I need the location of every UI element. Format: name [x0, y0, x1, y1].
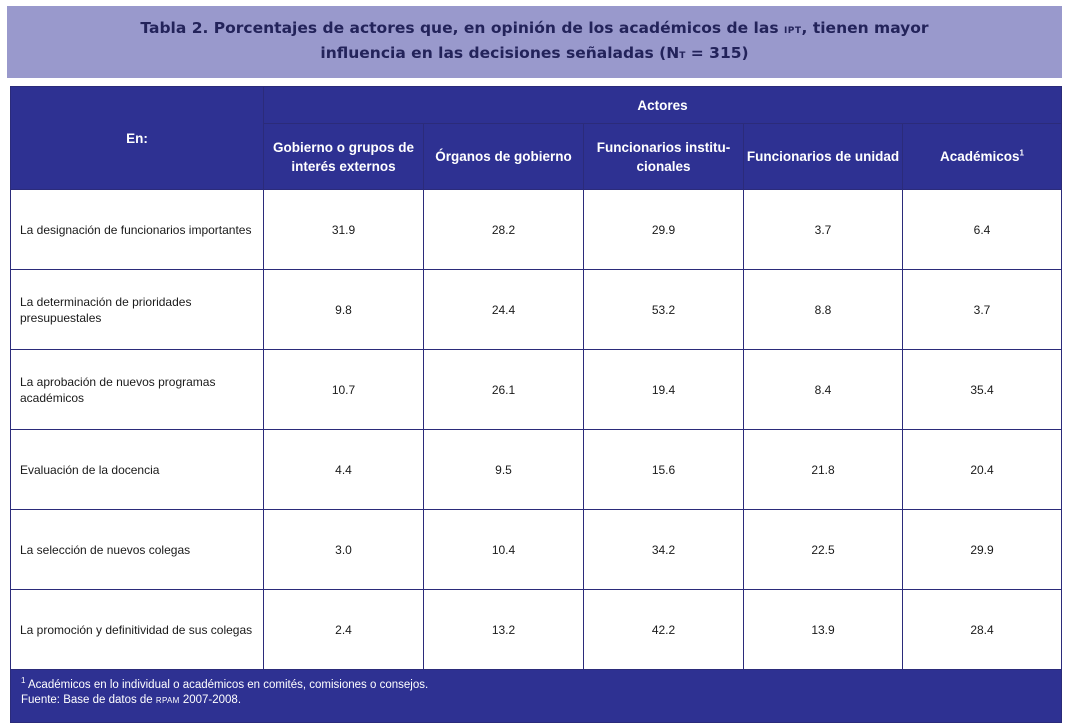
table-cell: 3.7 [903, 270, 1062, 350]
table-cell: 6.4 [903, 190, 1062, 270]
table-row [11, 510, 1062, 590]
row-label: La promoción y definitividad de sus colegas [11, 590, 264, 670]
title-text-d: = 315) [685, 44, 749, 62]
table-cell: 3.7 [744, 190, 903, 270]
table-cell: 28.2 [424, 190, 584, 270]
footnote-line-1 [21, 678, 1051, 693]
actores-header: Actores [264, 87, 1062, 124]
source-text-b: 2007-2008. [179, 694, 242, 706]
source-abbrev: RPAM [155, 696, 180, 705]
table-cell: 22.5 [744, 510, 903, 590]
column-header-label: Académicos [940, 149, 1020, 164]
title-text-a: Tabla 2. Porcentajes de actores que, en opinión de los académicos de las [140, 19, 784, 37]
column-header: Funcionarios de unidad [744, 124, 903, 190]
table-cell: 29.9 [903, 510, 1062, 590]
table-cell: 28.4 [903, 590, 1062, 670]
table-cell: 35.4 [903, 350, 1062, 430]
table-cell: 34.2 [584, 510, 744, 590]
title-text-c: influencia en las decisiones señaladas (N [320, 44, 680, 62]
footnote-text-1: Académicos en lo individual o académicos en comités, comisiones o consejos. [25, 679, 429, 691]
table-title [7, 6, 1062, 78]
row-label: La determinación de prioridades presupuestales [11, 270, 264, 350]
title-text-b: , tienen mayor [801, 19, 929, 37]
table-cell: 31.9 [264, 190, 424, 270]
header-row-1 [11, 87, 1062, 124]
table-cell: 53.2 [584, 270, 744, 350]
footnote-sup: 1 [21, 676, 26, 686]
title-abbrev: IPT [783, 26, 802, 36]
table-cell: 24.4 [424, 270, 584, 350]
footnote-marker: 1 [1019, 148, 1024, 158]
table-row [11, 190, 1062, 270]
footnote-row [11, 670, 1062, 723]
en-header: En: [11, 87, 264, 190]
table-cell: 8.4 [744, 350, 903, 430]
table-cell: 3.0 [264, 510, 424, 590]
title-line-2 [320, 42, 748, 67]
source-text-a: Fuente: Base de datos de [21, 694, 156, 706]
table-cell: 13.9 [744, 590, 903, 670]
title-line-1 [140, 17, 928, 42]
table-cell: 9.5 [424, 430, 584, 510]
data-table [10, 86, 1062, 723]
row-label: La aprobación de nuevos programas académicos [11, 350, 264, 430]
title-subscript: T [679, 51, 686, 61]
table-body [11, 190, 1062, 670]
table-cell: 42.2 [584, 590, 744, 670]
table-cell: 20.4 [903, 430, 1062, 510]
footnote [11, 670, 1062, 723]
table-cell: 9.8 [264, 270, 424, 350]
table-row [11, 590, 1062, 670]
table-cell: 29.9 [584, 190, 744, 270]
table-row [11, 350, 1062, 430]
table-cell: 15.6 [584, 430, 744, 510]
column-header: Gobierno o grupos de interés externos [264, 124, 424, 190]
table-cell: 19.4 [584, 350, 744, 430]
table-cell: 8.8 [744, 270, 903, 350]
column-header: Órganos de gobierno [424, 124, 584, 190]
table-cell: 2.4 [264, 590, 424, 670]
table-cell: 10.4 [424, 510, 584, 590]
table-cell: 10.7 [264, 350, 424, 430]
table-row [11, 270, 1062, 350]
table-cell: 21.8 [744, 430, 903, 510]
row-label: La designación de funcionarios importantes [11, 190, 264, 270]
row-label: Evaluación de la docencia [11, 430, 264, 510]
table-cell: 4.4 [264, 430, 424, 510]
table-row [11, 430, 1062, 510]
table-cell: 13.2 [424, 590, 584, 670]
column-header-academicos [903, 124, 1062, 190]
table-cell: 26.1 [424, 350, 584, 430]
row-label: La selección de nuevos colegas [11, 510, 264, 590]
column-header: Funcionarios institu-cionales [584, 124, 744, 190]
footnote-line-2 [21, 693, 1051, 708]
